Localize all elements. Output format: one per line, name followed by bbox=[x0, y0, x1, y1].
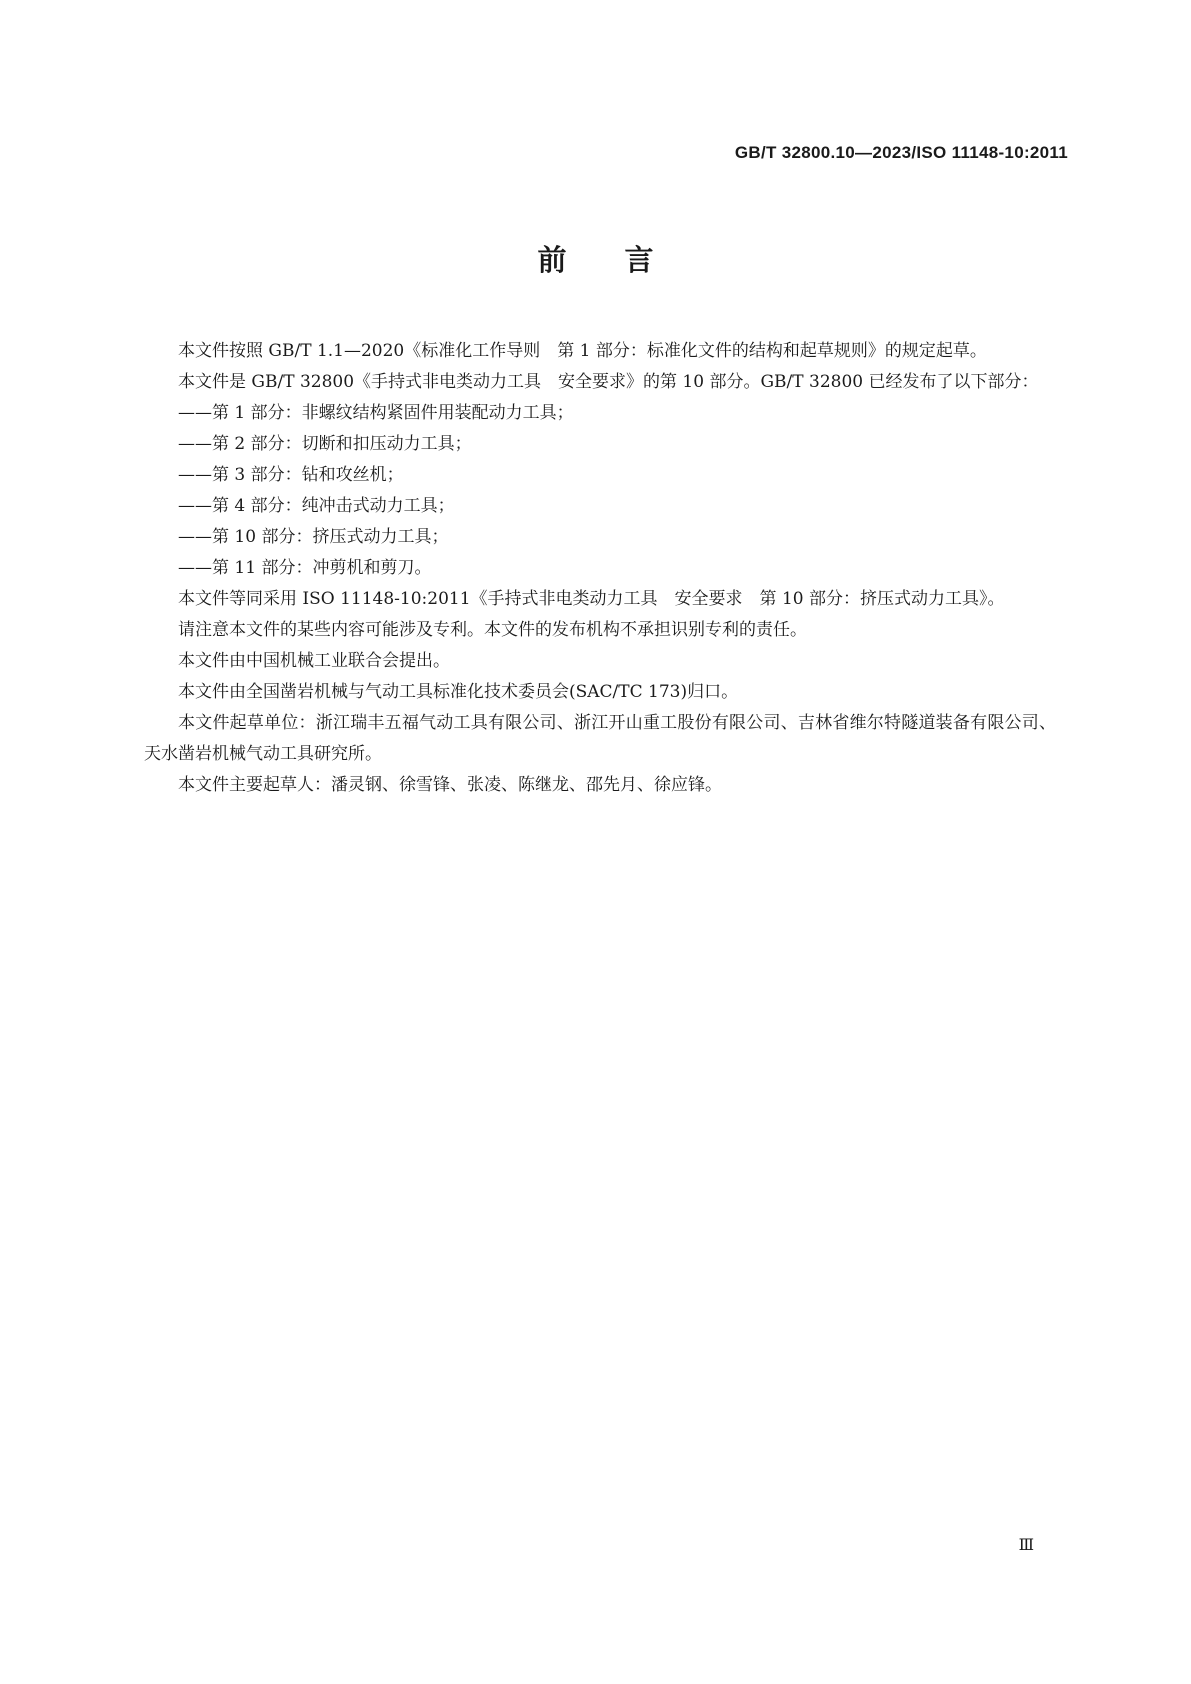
list-item: ——第 4 部分：纯冲击式动力工具； bbox=[178, 496, 455, 516]
paragraph-drafting-units: 本文件起草单位：浙江瑞丰五福气动工具有限公司、浙江开山重工股份有限公司、吉林省维尔特隧道装备有限公司、天水凿岩机械气动工具研究所。 bbox=[144, 713, 1056, 764]
list-item: ——第 2 部分：切断和扣压动力工具； bbox=[178, 434, 472, 454]
page-number: Ⅲ bbox=[1018, 1535, 1034, 1554]
paragraph-adoption: 本文件等同采用 ISO 11148-10:2011《手持式非电类动力工具 安全要求 第 10 部分：挤压式动力工具》。 bbox=[178, 589, 1005, 609]
standard-code: GB/T 32800.10—2023/ISO 11148-10:2011 bbox=[734, 143, 1068, 162]
paragraph-drafting-basis: 本文件按照 GB/T 1.1—2020《标准化工作导则 第 1 部分：标准化文件的结构和起草规则》的规定起草。 bbox=[178, 341, 987, 361]
page-title: 前言 bbox=[537, 243, 712, 277]
paragraph-patent-notice: 请注意本文件的某些内容可能涉及专利。本文件的发布机构不承担识别专利的责任。 bbox=[178, 620, 807, 640]
list-item: ——第 10 部分：挤压式动力工具； bbox=[178, 527, 449, 547]
list-item: ——第 1 部分：非螺纹结构紧固件用装配动力工具； bbox=[178, 403, 574, 423]
paragraph-part-overview: 本文件是 GB/T 32800《手持式非电类动力工具 安全要求》的第 10 部分。GB/T 32800 已经发布了以下部分： bbox=[178, 372, 1039, 392]
paragraph-drafters: 本文件主要起草人：潘灵钢、徐雪锋、张凌、陈继龙、邵先月、徐应锋。 bbox=[178, 775, 722, 795]
list-item: ——第 11 部分：冲剪机和剪刀。 bbox=[178, 558, 432, 578]
document-body bbox=[144, 336, 1056, 801]
paragraph-administrator: 本文件由全国凿岩机械与气动工具标准化技术委员会(SAC/TC 173)归口。 bbox=[178, 682, 739, 702]
list-item: ——第 3 部分：钻和攻丝机； bbox=[178, 465, 404, 485]
paragraph-proposer: 本文件由中国机械工业联合会提出。 bbox=[178, 651, 450, 671]
